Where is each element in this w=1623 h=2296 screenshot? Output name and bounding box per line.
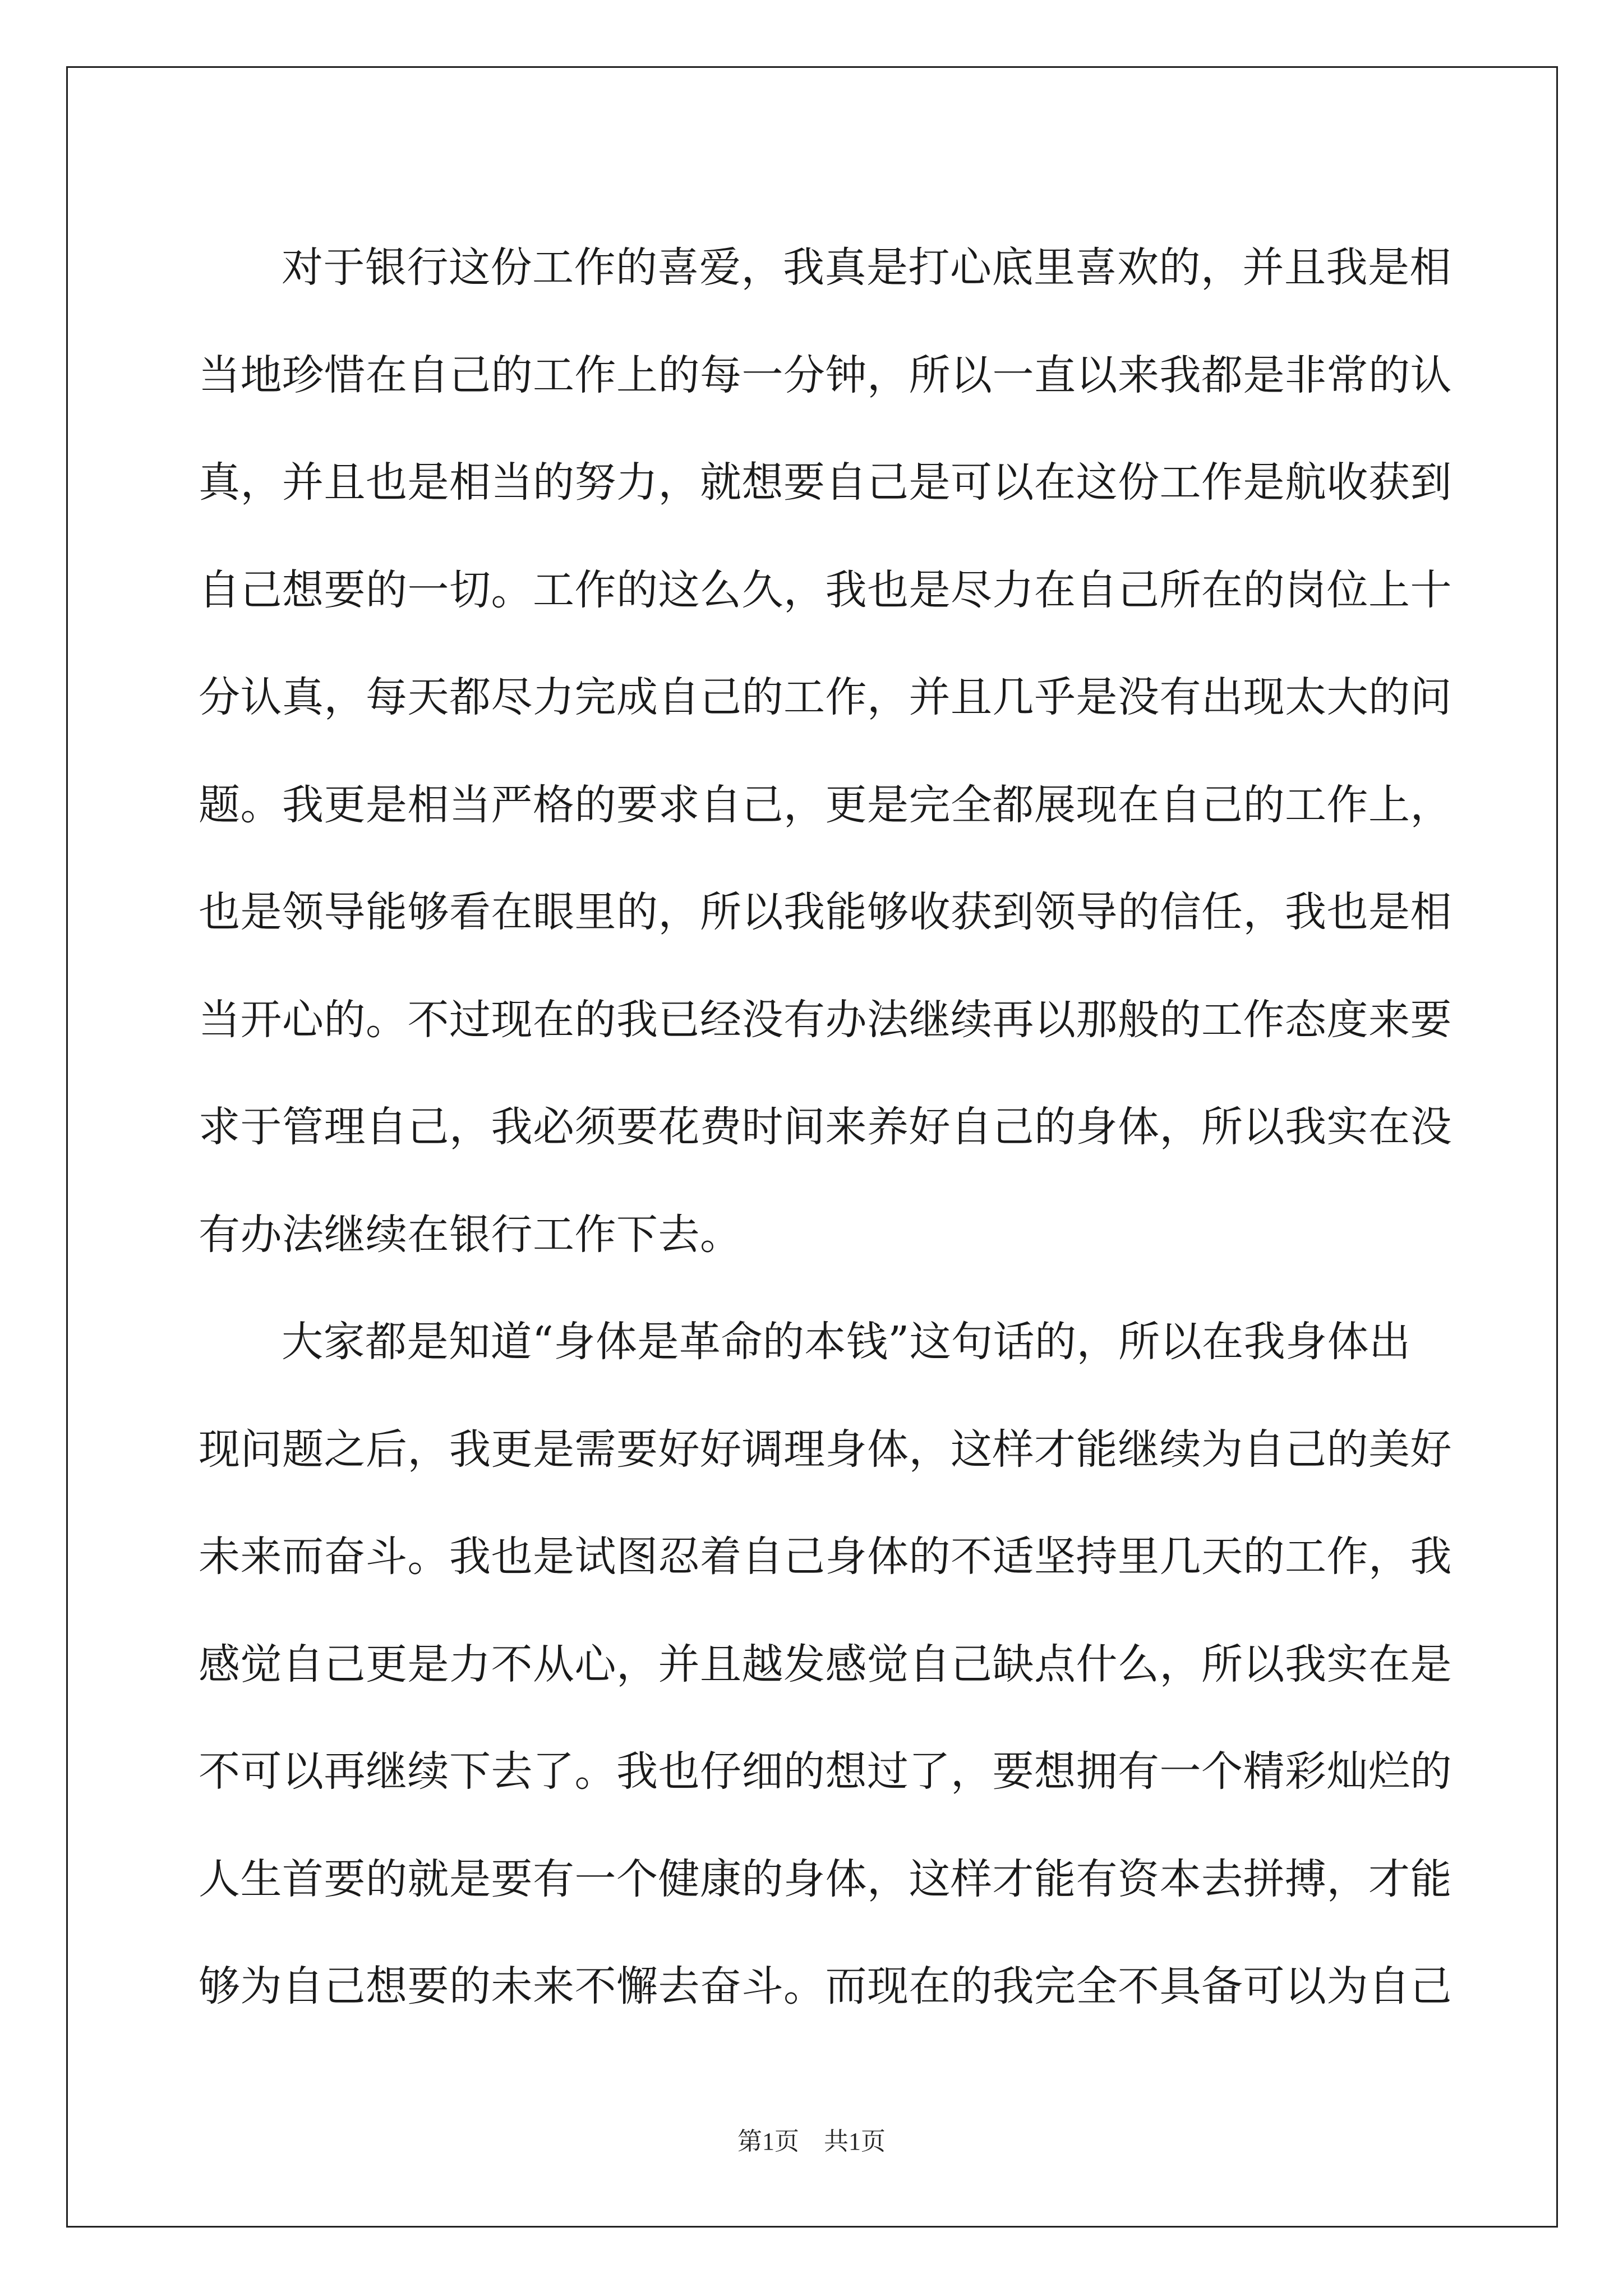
paragraph-1-line-1: 对于银行这份工作的喜爱，我真是打心底里喜欢的，并且我是相 bbox=[282, 243, 1451, 292]
page-number: 第1页 bbox=[737, 2128, 799, 2155]
paragraph-1-line-3: 真，并且也是相当的努力，就想要自己是可以在这份工作是航收获到 bbox=[199, 458, 1452, 507]
paragraph-1-line-2: 当地珍惜在自己的工作上的每一分钟，所以一直以来我都是非常的认 bbox=[199, 351, 1452, 399]
paragraph-2-line-4: 感觉自己更是力不从心，并且越发感觉自己缺点什么，所以我实在是 bbox=[199, 1640, 1452, 1688]
page-total: 共1页 bbox=[824, 2128, 886, 2155]
paragraph-2-line-6: 人生首要的就是要有一个健康的身体，这样才能有资本去拼搏，才能 bbox=[199, 1855, 1452, 1903]
document-body bbox=[199, 214, 1452, 2041]
paragraph-1-line-5: 分认真，每天都尽力完成自己的工作，并且几乎是没有出现太大的问 bbox=[199, 673, 1452, 721]
paragraph-2-line-3: 未来而奋斗。我也是试图忍着自己身体的不适坚持里几天的工作，我 bbox=[199, 1533, 1452, 1581]
paragraph-2-line-7: 够为自己想要的未来不懈去奋斗。而现在的我完全不具备可以为自己 bbox=[199, 1962, 1452, 2010]
paragraph-2-line-2: 现问题之后，我更是需要好好调理身体，这样才能继续为自己的美好 bbox=[199, 1425, 1452, 1474]
paragraph-1-line-8: 当开心的。不过现在的我已经没有办法继续再以那般的工作态度来要 bbox=[199, 995, 1452, 1044]
paragraph-2-line-1: 大家都是知道“身体是革命的本钱”这句话的，所以在我身体出 bbox=[282, 1318, 1411, 1366]
paragraph-1-line-7: 也是领导能够看在眼里的，所以我能够收获到领导的信任，我也是相 bbox=[199, 888, 1452, 936]
paragraph-1-line-9: 求于管理自己，我必须要花费时间来养好自己的身体，所以我实在没 bbox=[199, 1103, 1452, 1151]
paragraph-1-line-10: 有办法继续在银行工作下去。 bbox=[199, 1210, 742, 1259]
paragraph-2-line-5: 不可以再继续下去了。我也仔细的想过了，要想拥有一个精彩灿烂的 bbox=[199, 1747, 1452, 1796]
paragraph-1-line-4: 自己想要的一切。工作的这么久，我也是尽力在自己所在的岗位上十 bbox=[199, 565, 1452, 614]
page-footer bbox=[0, 2125, 1623, 2159]
paragraph-1-line-6: 题。我更是相当严格的要求自己，更是完全都展现在自己的工作上， bbox=[199, 780, 1452, 829]
